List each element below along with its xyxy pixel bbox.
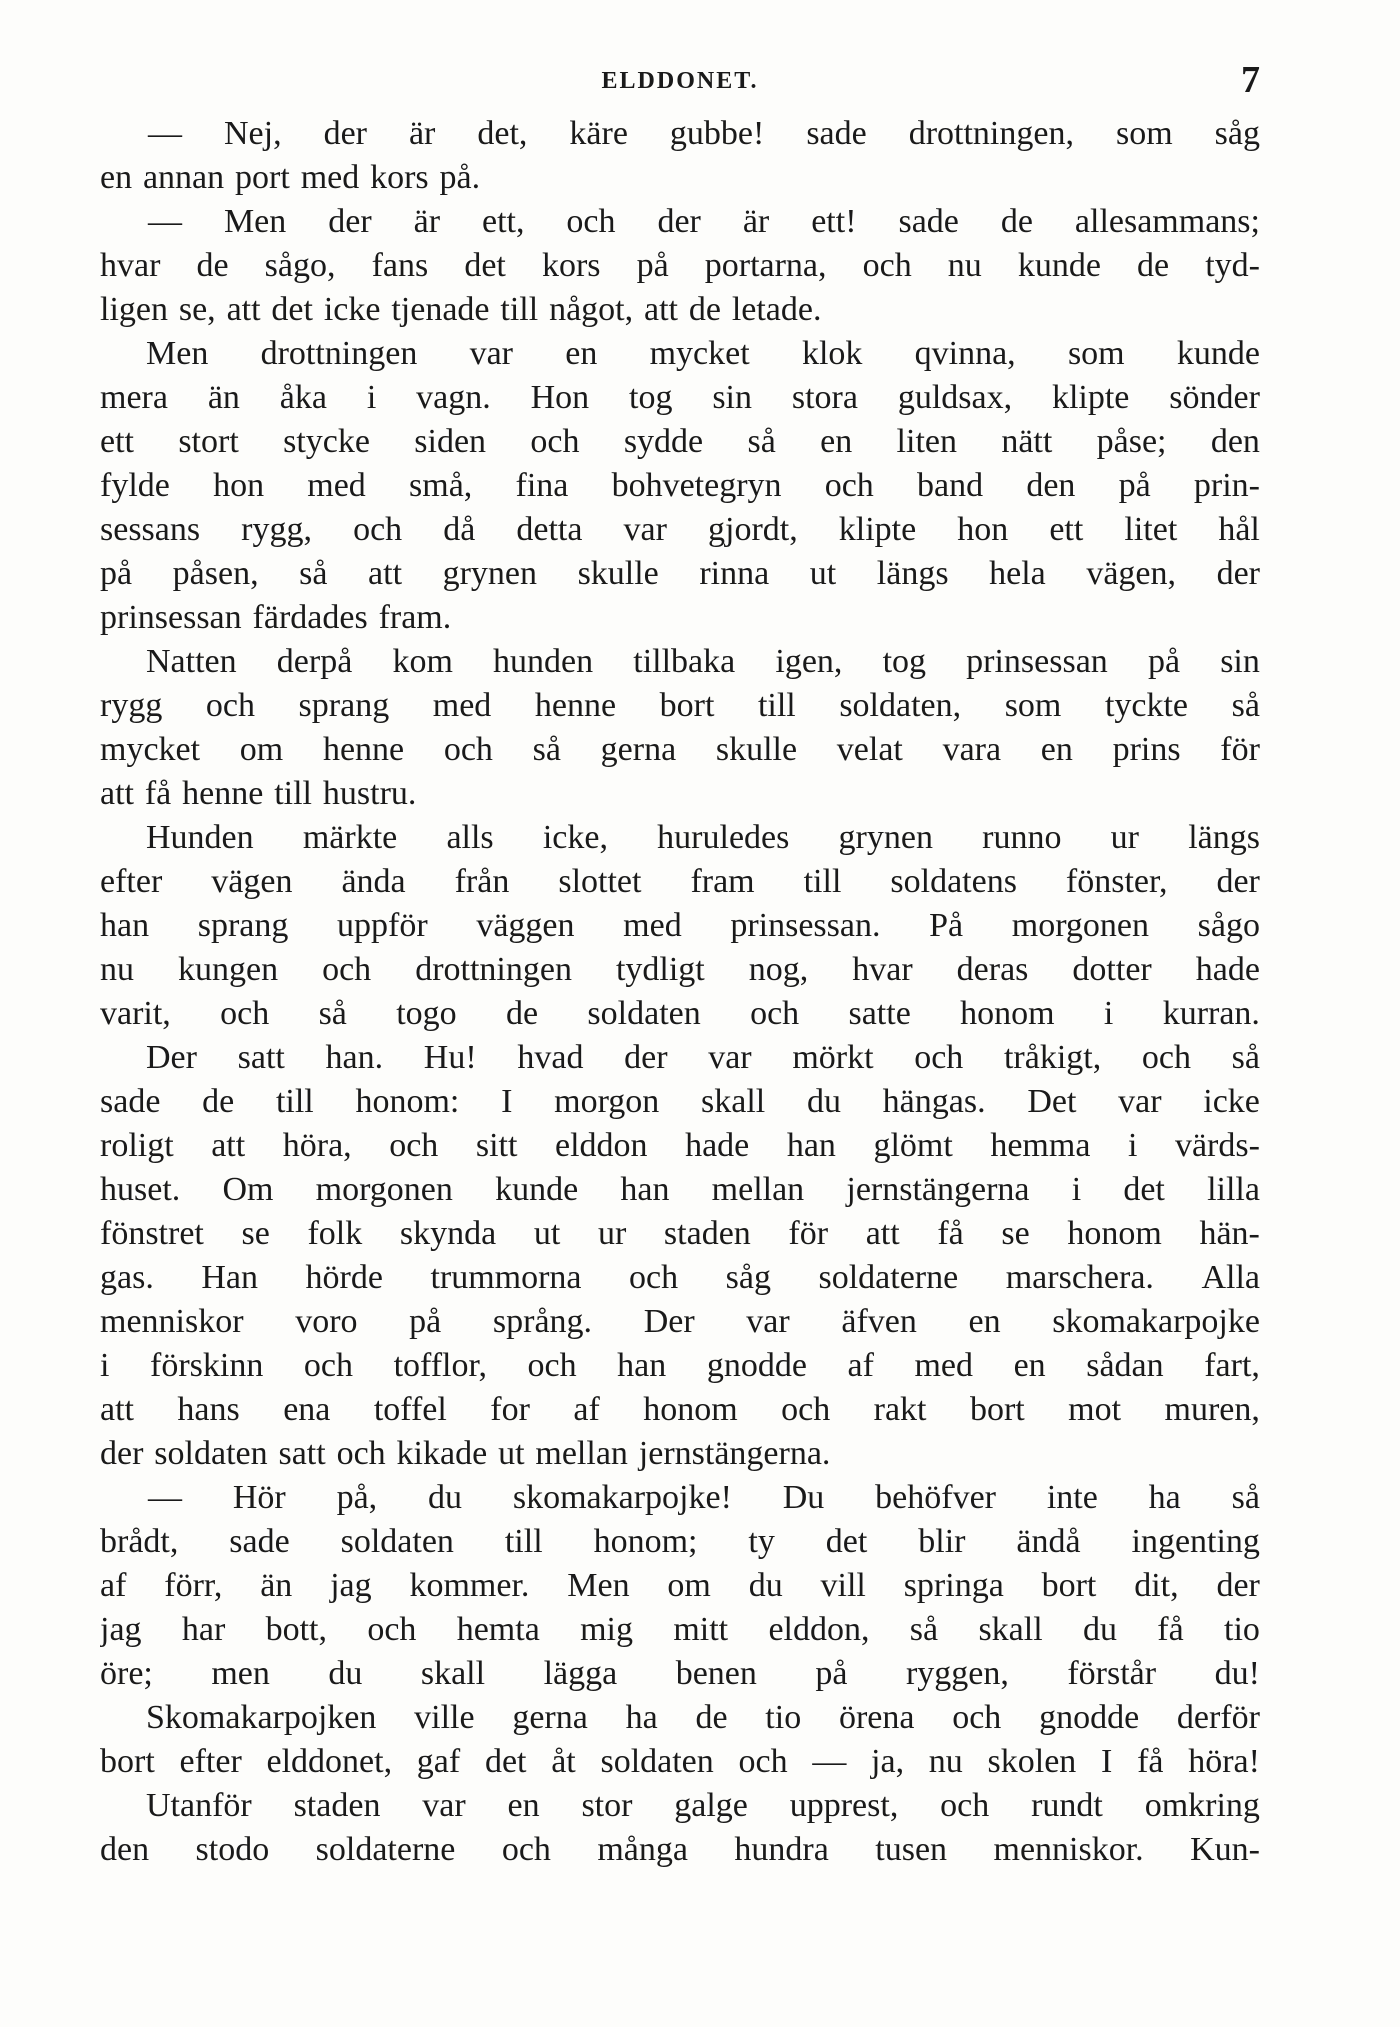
running-title: ELDDONET.: [601, 68, 759, 94]
text-line: menniskor voro på språng. Der var äfven en skomakarpojke: [100, 1303, 1260, 1340]
text-line: huset. Om morgonen kunde han mellan jernstängerna i det lilla: [100, 1171, 1260, 1208]
text-line: fönstret se folk skynda ut ur staden för att få se honom hän-: [100, 1215, 1260, 1252]
text-line: sessans rygg, och då detta var gjordt, klipte hon ett litet hål: [100, 511, 1260, 548]
text-line: jag har bott, och hemta mig mitt elddon, så skall du få tio: [100, 1611, 1260, 1648]
text-line: der soldaten satt och kikade ut mellan jernstängerna.: [100, 1435, 831, 1472]
text-line: hvar de sågo, fans det kors på portarna, och nu kunde de tyd-: [100, 247, 1260, 284]
text-line: bort efter elddonet, gaf det åt soldaten och — ja, nu skolen I få höra!: [100, 1743, 1260, 1780]
page-number: 7: [1241, 59, 1260, 101]
text-line: mycket om henne och så gerna skulle velat vara en prins för: [100, 731, 1260, 768]
text-line: roligt att höra, och sitt elddon hade han glömt hemma i värds-: [100, 1127, 1260, 1164]
text-line: på påsen, så att grynen skulle rinna ut längs hela vägen, der: [100, 555, 1260, 592]
text-line: en annan port med kors på.: [100, 159, 481, 196]
text-line: att få henne till hustru.: [100, 775, 417, 812]
text-line: Utanför staden var en stor galge upprest, och rundt omkring: [146, 1787, 1260, 1824]
text-line: Skomakarpojken ville gerna ha de tio örena och gnodde derför: [146, 1699, 1260, 1736]
text-line: — Nej, der är det, käre gubbe! sade drottningen, som såg: [148, 115, 1260, 152]
text-line: i förskinn och tofflor, och han gnodde af med en sådan fart,: [100, 1347, 1260, 1384]
text-line: ligen se, att det icke tjenade till något, att de letade.: [100, 291, 822, 328]
text-line: han sprang uppför väggen med prinsessan. På morgonen sågo: [100, 907, 1260, 944]
text-line: att hans ena toffel for af honom och rakt bort mot muren,: [100, 1391, 1260, 1428]
text-line: brådt, sade soldaten till honom; ty det blir ändå ingenting: [100, 1523, 1260, 1560]
text-line: varit, och så togo de soldaten och satte honom i kurran.: [100, 995, 1260, 1032]
text-line: ett stort stycke siden och sydde så en liten nätt påse; den: [100, 423, 1260, 460]
text-line: Natten derpå kom hunden tillbaka igen, tog prinsessan på sin: [146, 643, 1260, 680]
text-line: Men drottningen var en mycket klok qvinna, som kunde: [146, 335, 1260, 372]
text-line: mera än åka i vagn. Hon tog sin stora guldsax, klipte sönder: [100, 379, 1260, 416]
text-line: prinsessan färdades fram.: [100, 599, 452, 636]
text-line: efter vägen ända från slottet fram till soldatens fönster, der: [100, 863, 1260, 900]
text-line: — Men der är ett, och der är ett! sade de allesammans;: [148, 203, 1260, 240]
text-line: Der satt han. Hu! hvad der var mörkt och tråkigt, och så: [146, 1039, 1260, 1076]
text-line: fylde hon med små, fina bohvetegryn och band den på prin-: [100, 467, 1260, 504]
text-line: Hunden märkte alls icke, huruledes grynen runno ur längs: [146, 819, 1260, 856]
text-line: den stodo soldaterne och många hundra tusen menniskor. Kun-: [100, 1831, 1260, 1868]
running-head: [100, 58, 1260, 108]
text-line: rygg och sprang med henne bort till soldaten, som tyckte så: [100, 687, 1260, 724]
text-line: — Hör på, du skomakarpojke! Du behöfver inte ha så: [148, 1479, 1260, 1516]
text-line: sade de till honom: I morgon skall du hängas. Det var icke: [100, 1083, 1260, 1120]
text-line: nu kungen och drottningen tydligt nog, hvar deras dotter hade: [100, 951, 1260, 988]
text-line: öre; men du skall lägga benen på ryggen, förstår du!: [100, 1655, 1260, 1692]
text-line: gas. Han hörde trummorna och såg soldaterne marschera. Alla: [100, 1259, 1260, 1296]
body-text: [100, 112, 1260, 1872]
text-line: af förr, än jag kommer. Men om du vill springa bort dit, der: [100, 1567, 1260, 1604]
